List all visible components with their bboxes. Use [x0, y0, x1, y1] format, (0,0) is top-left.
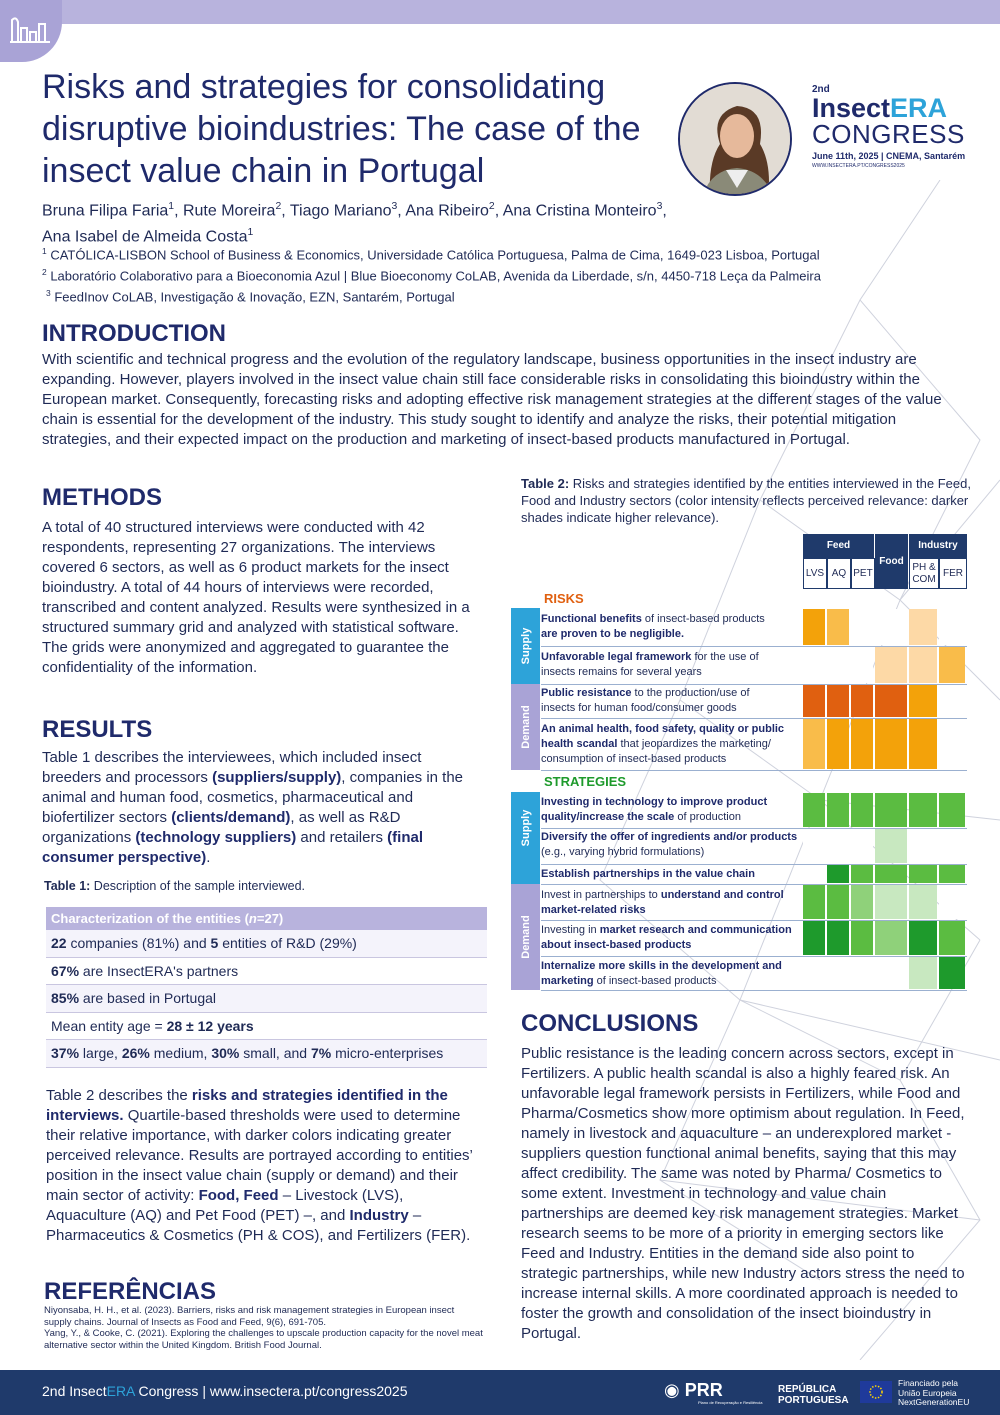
prr-text: PRR — [684, 1380, 723, 1400]
risk-row-text: that jeopardizes the marketing/ — [617, 738, 771, 750]
affiliation-3-text: FeedInov CoLAB, Investigação & Inovação, EZN, Santarém, Portugal — [54, 289, 455, 305]
table2-col-pet: PET — [851, 558, 875, 589]
strategy-heat-cell — [875, 885, 907, 919]
strategy-heat-cell — [803, 957, 825, 989]
conclusions-heading: CONCLUSIONS — [521, 1010, 699, 1037]
strategy-heat-cell — [939, 885, 965, 919]
table1-cell-bold: 28 ± 12 years — [166, 1017, 254, 1034]
strategy-heat-cell — [875, 957, 907, 989]
risk-row-bold: are proven to be negligible. — [541, 628, 685, 640]
strategies-demand-bar — [511, 884, 540, 990]
table1-cell-bold: 67% — [51, 962, 80, 979]
reference-item: Niyonsaba, H. H., et al. (2023). Barriers, risks and risk management strategies in European insect supply chains. Journal of Insects as Food and Feed, 9(6), 691-705. — [44, 1305, 455, 1328]
eu-funding-text — [898, 1379, 969, 1408]
strategy-heat-cell — [827, 829, 849, 863]
table1-caption-text: Description of the sample interviewed. — [90, 879, 305, 893]
results-p2-bold: Food, Feed — [198, 1187, 279, 1204]
results-p1-bold: (final consumer perspective) — [42, 829, 423, 866]
risk-heat-cell — [909, 719, 937, 769]
risks-supply-label: Supply — [519, 627, 532, 665]
table1-cell-bold: 5 — [210, 935, 219, 951]
strategy-heat-cell — [851, 921, 873, 955]
table1 — [46, 907, 487, 1068]
author-6: Ana Isabel de Almeida Costa — [42, 228, 248, 246]
results-p2-text: Quartile-based thresholds were used to determine their relative importance, with darker colors indicating greater perceived relevance. Results are portrayed according to entities’ position in the insect value chain (supply or demand) and their main sector of activity: — [46, 1107, 473, 1204]
strategy-heat-cell — [939, 957, 965, 989]
table1-cell-text: medium, — [149, 1045, 212, 1062]
table1-caption — [44, 879, 305, 893]
introduction-heading: INTRODUCTION — [42, 320, 226, 347]
eu-funding-1: Financiado pela — [898, 1378, 959, 1388]
table1-cell-text: large, — [79, 1045, 122, 1062]
table1-cell-text: micro-enterprises — [331, 1045, 444, 1062]
results-p2-text: – Pharmaceutics & Cosmetics (PH & COS), and Fertilizers (FER). — [46, 1207, 471, 1244]
results-paragraph-2 — [46, 1086, 482, 1246]
table1-cell-bold: 7% — [310, 1045, 332, 1062]
prr-logo — [664, 1380, 723, 1401]
strategy-heat-cell — [939, 793, 965, 827]
results-p1-text: , companies in the animal and human food, cosmetics, pharmaceutical and biofertilizer sectors — [42, 769, 464, 826]
strategy-row-text: of insect-based products — [593, 975, 717, 987]
risk-heat-cell — [909, 609, 937, 645]
references-list — [44, 1305, 484, 1351]
strategy-heat-cell — [939, 829, 965, 863]
risk-heat-cell — [851, 685, 873, 717]
risks-demand-label: Demand — [519, 705, 532, 749]
table2-col-aq: AQ — [827, 558, 851, 589]
risk-heat-cell — [827, 685, 849, 717]
risk-row-text: insects for human food/consumer goods — [541, 702, 737, 714]
table1-row — [46, 958, 487, 986]
footer-text-era: ERA — [106, 1383, 135, 1399]
author-list — [42, 196, 802, 249]
strategy-row-bold: Establish partnerships in the value chain — [541, 868, 755, 880]
top-bar — [0, 0, 1000, 24]
risk-heat-cell — [851, 719, 873, 769]
congress-logo — [812, 84, 992, 169]
strategy-row-2 — [541, 830, 803, 860]
reference-item: Yang, Y., & Cooke, C. (2021). Exploring the challenges to upscale production capacity for the novel meat alternative sector within the United Kingdom. British Food Journal. — [44, 1328, 483, 1351]
prr-subtitle: Plano de Recuperação e Resiliência — [698, 1400, 763, 1405]
table1-header-text: Characterization of the entities ( — [51, 911, 249, 926]
risks-demand-bar — [511, 684, 540, 770]
table1-cell-text: are based in Portugal — [79, 990, 217, 1007]
risk-heat-cell — [875, 719, 907, 769]
author-5-sup: 3 — [656, 201, 663, 212]
strategy-heat-cell — [909, 921, 937, 955]
strategy-row-1 — [541, 795, 803, 825]
strategy-row-3 — [541, 867, 803, 882]
table2-risks-label: RISKS — [544, 591, 584, 606]
conclusions-text: Public resistance is the leading concern across sectors, except in Fertilizers. A public health scandal is also a highly feared risk. An unfavorable legal framework persists in Fertilizers, while Food and Pharma/Cosmetics show more optimism about regulation. In Feed, namely in livestock and aquaculture – an underexplored market - suppliers question functional animal benefits, saying that this may affect credibility. The same was noted by Pharma/ Cosmetics to some extent. Investment in technology and value chain partnerships are deemed key risk management strategies. Market research seems to be more of a priority in emerging sectors like Feed and Industry. Entities in the demand side also point to strategic partnerships, while new Industry actors stress the need to increase internal skills. A more coordinated approach is needed to foster the growth and consolidation of the insect bioindustry in Portugal. — [521, 1045, 965, 1342]
results-p2-text: Table 2 describes the — [46, 1087, 192, 1104]
strategy-heat-cell — [827, 793, 849, 827]
results-p1-text: . — [206, 849, 211, 866]
risk-heat-cell — [803, 719, 825, 769]
risk-heat-cell — [851, 647, 873, 683]
table2-caption-text: Risks and strategies identified by the entities interviewed in the Feed, Food and Industry sectors (color intensity reflects perceived relevance: darker shades indicate higher relevance). — [521, 476, 971, 525]
table1-caption-label: Table 1: — [44, 879, 91, 893]
risk-row-text: to the production/use of — [631, 687, 750, 699]
affiliation-2-text: Laboratório Colaborativo para a Bioeconomia Azul | Blue Bioeconomy CoLAB, Avenida da Liberdade, s/n, 4450-718 Leça da Palmeira — [50, 268, 821, 284]
results-p2-bold: risks and strategies identified in the interviews. — [46, 1087, 448, 1124]
footer-text-a: 2nd Insect — [42, 1383, 107, 1399]
prr-icon: ◉ — [664, 1380, 680, 1400]
affiliation-2-sup: 2 — [42, 267, 47, 277]
strategy-row-text: Invest in partnerships to — [541, 889, 661, 901]
eu-flag-icon — [860, 1381, 892, 1403]
risk-heat-cell — [803, 647, 825, 683]
risk-heat-cell — [939, 647, 965, 683]
strategy-row-text: (e.g., varying hybrid formulations) — [541, 846, 705, 858]
strategy-heat-cell — [909, 957, 937, 989]
strategy-heat-cell — [909, 885, 937, 919]
results-p1-bold: (technology suppliers) — [135, 829, 297, 846]
affiliation-3-sup: 3 — [46, 288, 51, 298]
author-photo — [678, 82, 792, 196]
congress-word: CONGRESS — [812, 119, 965, 149]
table1-cell-bold: 26% — [121, 1045, 150, 1062]
footer-text-c: Congress | www.insectera.pt/congress2025 — [134, 1383, 408, 1399]
strategy-heat-cell — [851, 829, 873, 863]
table1-row — [46, 985, 487, 1013]
author-2-sup: 2 — [275, 201, 282, 212]
results-p1-text: and retailers — [296, 829, 388, 846]
table1-cell-bold: 22 — [51, 935, 67, 951]
risk-row-4 — [541, 722, 803, 767]
strategies-demand-label: Demand — [519, 915, 532, 959]
table1-cell-text: entities of R&D (29%) — [218, 935, 357, 951]
table1-cell-bold: 30% — [211, 1045, 240, 1062]
risk-row-bold: Public resistance — [541, 687, 632, 699]
table1-row — [46, 1013, 487, 1041]
table2-group-food: Food — [875, 534, 908, 589]
strategy-heat-cell — [827, 957, 849, 989]
footer-text — [42, 1383, 408, 1399]
table1-header-n: n — [248, 911, 257, 926]
risk-heat-cell — [803, 685, 825, 717]
poster-title: Risks and strategies for consolidating disruptive bioindustries: The case of the insect value chain in Portugal — [42, 68, 641, 190]
table2-strategies-label: STRATEGIES — [544, 774, 627, 789]
risk-heat-cell — [909, 647, 937, 683]
author-sep: , — [281, 202, 290, 220]
strategies-supply-bar — [511, 792, 540, 864]
strategy-row-4 — [541, 888, 803, 918]
author-4: Ana Ribeiro — [405, 202, 489, 220]
republica-logo — [778, 1384, 849, 1406]
risk-heat-cell — [939, 609, 965, 645]
strategy-heat-cell — [827, 921, 849, 955]
strategy-heat-cell — [909, 793, 937, 827]
table1-row — [46, 930, 487, 958]
strategy-row-divider — [541, 990, 967, 991]
strategy-row-bold: Investing in technology to improve product quality/increase the scale — [541, 796, 768, 823]
strategy-heat-cell — [875, 829, 907, 863]
risk-row-bold: Functional benefits — [541, 613, 642, 625]
strategy-heat-cell — [851, 957, 873, 989]
introduction-text: With scientific and technical progress and the evolution of the regulatory landscape, business opportunities in the insect industry are expanding. However, players involved in the insect value chain still face considerable risks in consolidating this bioindustry within the European market. Consequently, forecasting risks and adopting effective risk management strategies at the different stages of the value chain is essential for the development of the industry. This study sought to identify and analyze the risks, their potential mitigation strategies, and their expected impact on the production and marketing of insect-based products manufactured in Portugal. — [42, 351, 942, 448]
table1-header — [46, 907, 487, 930]
results-p1-bold: (suppliers/supply) — [212, 769, 342, 786]
risk-row-text: for the use of — [691, 651, 759, 663]
eu-funding-2: União Europeia — [898, 1387, 957, 1398]
table1-cell-text: companies (81%) and — [66, 935, 211, 951]
risk-row-3 — [541, 686, 803, 716]
table2-col-phcom: PH & COM — [909, 558, 939, 589]
risk-row-text: insects remains for several years — [541, 666, 702, 678]
author-4-sup: 2 — [488, 201, 495, 212]
insectera-corner-logo — [0, 0, 62, 62]
table2-group-industry: Industry — [909, 534, 967, 558]
strategy-heat-cell — [827, 885, 849, 919]
congress-name-insect: Insect — [812, 93, 891, 123]
table1-header-text: =27) — [256, 911, 284, 926]
risks-supply-bar — [511, 608, 540, 684]
affiliation-1-sup: 1 — [42, 246, 47, 256]
congress-edition: 2nd — [812, 84, 830, 95]
strategy-heat-cell — [939, 865, 965, 883]
strategy-heat-cell — [875, 793, 907, 827]
risk-row-bold: Unfavorable legal framework — [541, 651, 692, 663]
table1-row — [46, 1040, 487, 1068]
methods-heading: METHODS — [42, 484, 162, 511]
strategy-row-bold: Internalize more skills in the development and marketing — [541, 960, 782, 987]
risk-heat-cell — [827, 719, 849, 769]
strategy-heat-cell — [803, 793, 825, 827]
strategy-heat-cell — [875, 921, 907, 955]
author-2: Rute Moreira — [182, 202, 276, 220]
strategies-supply-label: Supply — [519, 809, 532, 847]
strategy-heat-cell — [851, 793, 873, 827]
affiliation-1 — [42, 246, 820, 262]
risk-heat-cell — [803, 609, 825, 645]
affiliation-1-text: CATÓLICA-LISBON School of Business & Economics, Universidade Católica Portuguesa, Palma de Cima, 1649-023 Lisboa, Portugal — [50, 247, 820, 263]
strategy-row-bold: understand and control market-related risks — [541, 889, 784, 916]
strategy-heat-cell — [909, 829, 937, 863]
strategy-heat-cell — [803, 921, 825, 955]
strategy-heat-cell — [803, 829, 825, 863]
congress-name-era: ERA — [890, 93, 948, 123]
table2-caption — [521, 475, 981, 526]
results-p1-text: Table 1 describes the interviewees, which included insect breeders and processors — [42, 749, 422, 786]
strategy-row-text: Investing in — [541, 924, 600, 936]
results-p2-text: – Livestock (LVS), Aquaculture (AQ) and Pet Food (PET) –, and — [46, 1187, 404, 1224]
table1-cell-text: are InsectERA's partners — [79, 962, 239, 979]
strategy-heat-cell — [803, 885, 825, 919]
risk-row-divider — [541, 770, 967, 771]
author-sep: , — [397, 202, 406, 220]
author-3: Tiago Mariano — [289, 202, 392, 220]
strategy-heat-cell — [851, 865, 873, 883]
author-5: Ana Cristina Monteiro — [502, 202, 657, 220]
congress-date: June 11th, 2025 | CNEMA, Santarém — [812, 151, 966, 161]
author-1: Bruna Filipa Faria — [42, 202, 169, 220]
strategy-heat-cell — [939, 921, 965, 955]
table2-col-lvs: LVS — [803, 558, 827, 589]
risk-row-text: consumption of insect-based products — [541, 753, 727, 765]
results-p1-bold: (clients/demand) — [171, 809, 291, 826]
strategy-heat-cell — [827, 865, 849, 883]
eu-stars-icon — [860, 1381, 892, 1403]
portrait-image — [680, 84, 792, 196]
table1-cell-text: Mean entity age = — [51, 1017, 167, 1034]
republica-text: REPÚBLICA — [778, 1384, 837, 1395]
table2-col-fer: FER — [939, 558, 967, 589]
methods-text: A total of 40 structured interviews were conducted with 42 respondents, representing 27 organizations. The interviews covered 6 sectors, as well as 6 product markets for the insect bioindustry. A total of 44 hours of interviews were recorded, transcribed and content analyzed. Results were synthesized in a structured summary grid and analyzed with statistical software. The grids were anonymized and aggregated to guarantee the confidentiality of the information. — [42, 519, 470, 676]
strategy-row-text: of production — [674, 811, 741, 823]
risk-heat-cell — [875, 647, 907, 683]
bar-chart-logo-icon — [10, 14, 52, 44]
table2-caption-label: Table 2: — [521, 476, 570, 491]
affiliation-2 — [42, 267, 821, 283]
author-3-sup: 3 — [391, 201, 398, 212]
portuguesa-text: PORTUGUESA — [778, 1395, 849, 1406]
affiliation-3 — [46, 288, 455, 304]
congress-url: WWW.INSECTERA.PT/CONGRESS2025 — [812, 163, 905, 169]
strategy-heat-cell — [803, 865, 825, 883]
eu-funding-3: NextGenerationEU — [898, 1397, 970, 1407]
author-sep: , — [174, 202, 183, 220]
table1-cell-bold: 37% — [51, 1045, 80, 1062]
table1-cell-text: small, and — [239, 1045, 311, 1062]
risk-row-1 — [541, 612, 803, 642]
strategy-heat-cell — [875, 865, 907, 883]
strategies-supply-bar-extra — [511, 864, 540, 884]
risk-heat-cell — [939, 719, 965, 769]
table2-group-feed: Feed — [803, 534, 874, 558]
author-6-sup: 1 — [247, 227, 254, 239]
results-paragraph-1 — [42, 748, 482, 868]
risk-row-bold: An animal health, food safety, quality or public health scandal — [541, 723, 785, 750]
risk-heat-cell — [827, 609, 849, 645]
results-p2-bold: Industry — [349, 1207, 409, 1224]
footer — [0, 1370, 1000, 1415]
author-sep: , — [494, 202, 503, 220]
references-heading: REFERÊNCIAS — [44, 1278, 217, 1305]
results-p1-text: , as well as R&D organizations — [42, 809, 401, 846]
risk-heat-cell — [875, 609, 907, 645]
strategy-row-5 — [541, 923, 803, 953]
risk-heat-cell — [939, 685, 965, 717]
table1-cell-bold: 85% — [51, 990, 80, 1007]
risk-heat-cell — [827, 647, 849, 683]
strategy-heat-cell — [909, 865, 937, 883]
risk-heat-cell — [909, 685, 937, 717]
author-1-sup: 1 — [168, 201, 175, 212]
strategy-row-6 — [541, 959, 803, 989]
risk-heat-cell — [875, 685, 907, 717]
congress-name — [812, 95, 992, 121]
strategy-row-bold: market research and communication about insect-based products — [541, 924, 792, 951]
risk-heat-cell — [851, 609, 873, 645]
risk-row-2 — [541, 650, 803, 680]
strategy-row-bold: Diversify the offer of ingredients and/or products — [541, 831, 798, 843]
author-sep: , — [662, 202, 667, 220]
risk-row-text: of insect-based products — [641, 613, 765, 625]
results-heading: RESULTS — [42, 716, 153, 743]
strategy-heat-cell — [851, 885, 873, 919]
